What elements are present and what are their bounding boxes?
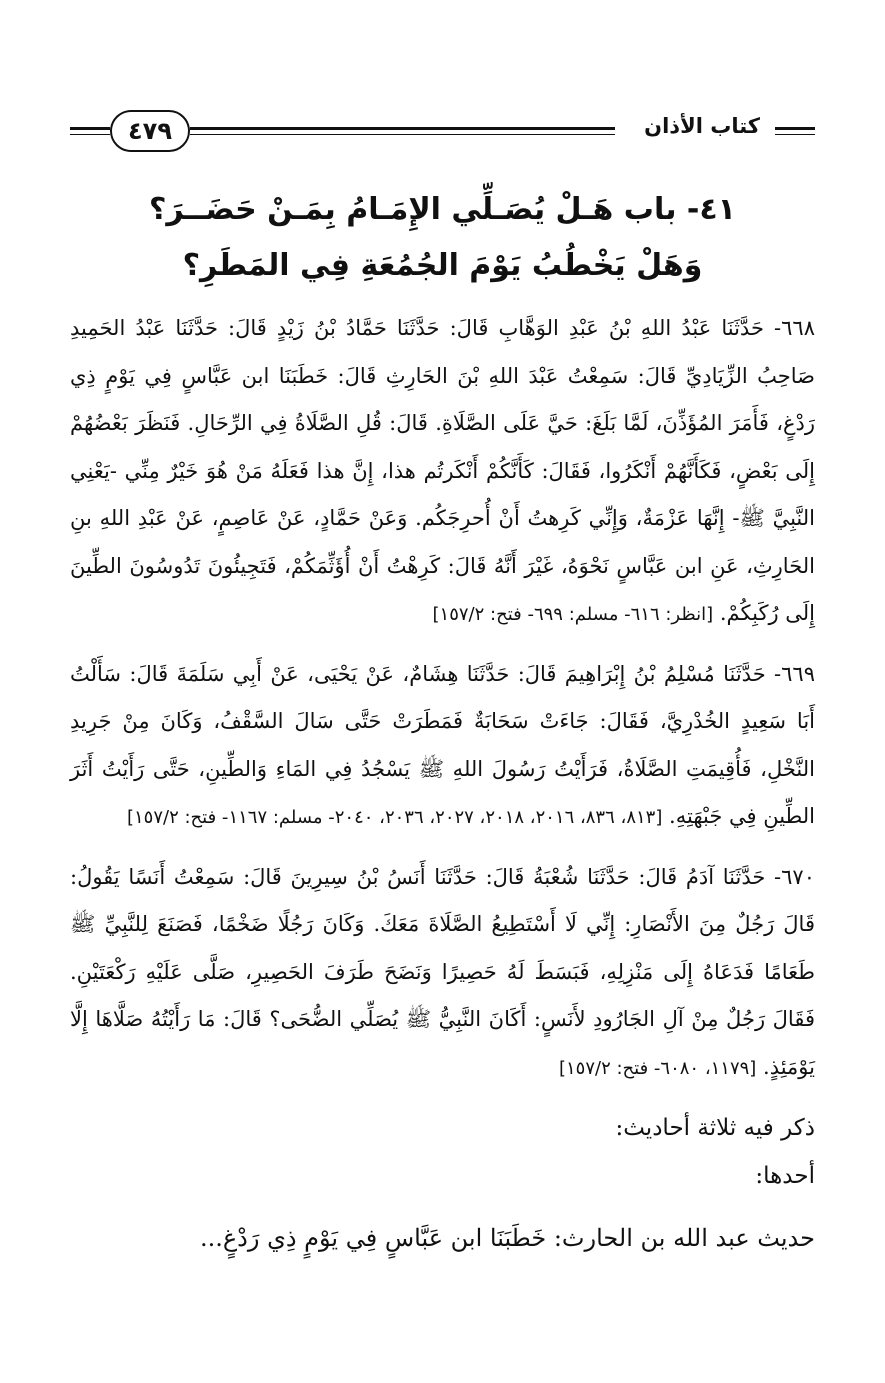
chapter-title: [70, 182, 815, 294]
page-header: [70, 110, 815, 160]
hadith-text: حَدَّثَنَا مُسْلِمُ بْنُ إِبْرَاهِيمَ قَالَ: حَدَّثَنَا هِشَامٌ، عَنْ يَحْيَى، عَنْ أَبِي سَلَمَةَ قَالَ: سَأَلْتُ أَبَا سَعِيدٍ الخُدْرِيَّ، فَقَالَ: جَاءَتْ سَحَابَةٌ فَمَطَرَتْ حَتَّى سَالَ السَّقْفُ، وَكَانَ مِنْ جَرِيدِ النَّخْلِ، فَأُقِيمَتِ الصَّلَاةُ، فَرَأَيْتُ رَسُولَ اللهِ ﷺ يَسْجُدُ فِي المَاءِ وَالطِّينِ، حَتَّى رَأَيْتُ أَثَرَ الطِّينِ فِي جَبْهَتِهِ.: [70, 661, 815, 828]
hadith-text: حَدَّثَنَا عَبْدُ اللهِ بْنُ عَبْدِ الوَهَّابِ قَالَ: حَدَّثَنَا حَمَّادُ بْنُ زَيْدٍ قَالَ: حَدَّثَنَا عَبْدُ الحَمِيدِ صَاحِبُ الزِّيَادِيِّ قَالَ: سَمِعْتُ عَبْدَ اللهِ بْنَ الحَارِثِ قَالَ: خَطَبَنَا ابن عَبَّاسٍ فِي يَوْمٍ ذِي رَدْغٍ، فَأَمَرَ المُؤَذِّنَ، لَمَّا بَلَغَ: حَيَّ عَلَى الصَّلَاةِ. قَالَ: قُلِ الصَّلَاةُ فِي الرِّحَالِ. فَنَظَرَ بَعْضُهُمْ إِلَى بَعْضٍ، فَكَأَنَّهُمْ أَنْكَرُوا، فَقَالَ: كَأَنَّكُمْ أَنْكَرتُم هذا، إِنَّ هذا فَعَلَهُ مَنْ هُوَ خَيْرٌ مِنِّي -يَعْنِي النَّبِيَّ ﷺ- إِنَّهَا عَزْمَةٌ، وَإِنِّي كَرِهتُ أَنْ أُحرِجَكُم. وَعَنْ حَمَّادٍ، عَنْ عَاصِمٍ، عَنْ عَبْدِ اللهِ بنِ الحَارِثِ، عَنِ ابن عَبَّاسٍ نَحْوَهُ، غَيْرَ أَنَّهُ قَالَ: كَرِهْتُ أَنْ أُؤَثِّمَكُمْ، فَتَجِيئُونَ تَدُوسُونَ الطِّينَ إِلَى رُكَبِكُمْ.: [70, 316, 815, 625]
header-rule-right: [775, 127, 815, 135]
page-body: [70, 305, 815, 1262]
commentary-intro: ذكر فيه ثلاثة أحاديث:: [615, 1115, 815, 1141]
hadith-reference: [انظر: ٦١٦- مسلم: ٦٩٩- فتح: ١٥٧/٢]: [432, 604, 714, 625]
hadith-number: ٦٦٨-: [774, 316, 815, 340]
header-rule-middle: [190, 127, 615, 135]
chapter-title-line-1: ٤١- باب هَـلْ يُصَـلِّي الإِمَـامُ بِمَـنْ حَضَــرَ؟: [148, 192, 736, 227]
hadith-670: [70, 854, 815, 1093]
hadith-text: حَدَّثَنَا آدَمُ قَالَ: حَدَّثَنَا شُعْبَةُ قَالَ: حَدَّثَنَا أَنَسُ بْنُ سِيرِينَ قَالَ: سَمِعْتُ أَنَسًا يَقُولُ: قَالَ رَجُلٌ مِنَ الأَنْصَارِ: إِنِّي لَا أَسْتَطِيعُ الصَّلَاةَ مَعَكَ. وَكَانَ رَجُلًا ضَخْمًا، فَصَنَعَ لِلنَّبِيِّ ﷺ طَعَامًا فَدَعَاهُ إِلَى مَنْزِلِهِ، فَبَسَطَ لَهُ حَصِيرًا وَنَضَحَ طَرَفَ الحَصِيرِ، صَلَّى عَلَيْهِ رَكْعَتَيْنِ. فَقَالَ رَجُلٌ مِنْ آلِ الجَارُودِ لأَنَسٍ: أَكَانَ النَّبِيُّ ﷺ يُصَلِّي الضُّحَى؟ قَالَ: مَا رَأَيْتُهُ صَلَّاهَا إِلَّا يَوْمَئِذٍ.: [70, 864, 815, 1079]
header-rule-left: [70, 127, 110, 135]
chapter-title-line-2: وَهَلْ يَخْطُبُ يَوْمَ الجُمُعَةِ فِي المَطَرِ؟: [182, 248, 703, 283]
hadith-reference: [٨١٣، ٨٣٦، ٢٠١٦، ٢٠١٨، ٢٠٢٧، ٢٠٣٦، ٢٠٤٠- مسلم: ١١٦٧- فتح: ١٥٧/٢]: [126, 807, 663, 828]
book-title: كتاب الأذان: [644, 114, 760, 138]
commentary-first-label: أحدها:: [755, 1163, 815, 1189]
hadith-number: ٦٦٩-: [774, 661, 815, 686]
book-page: [70, 0, 815, 1383]
commentary-first-text: حديث عبد الله بن الحارث: خَطَبَنَا ابن عَبَّاسٍ فِي يَوْمٍ ذِي رَدْغٍ...: [199, 1224, 815, 1252]
hadith-number: ٦٧٠-: [774, 864, 815, 889]
hadith-668: [70, 305, 815, 639]
hadith-669: [70, 651, 815, 842]
page-number: ٤٧٩: [110, 110, 190, 152]
hadith-reference: [١١٧٩، ٦٠٨٠- فتح: ١٥٧/٢]: [558, 1057, 757, 1079]
